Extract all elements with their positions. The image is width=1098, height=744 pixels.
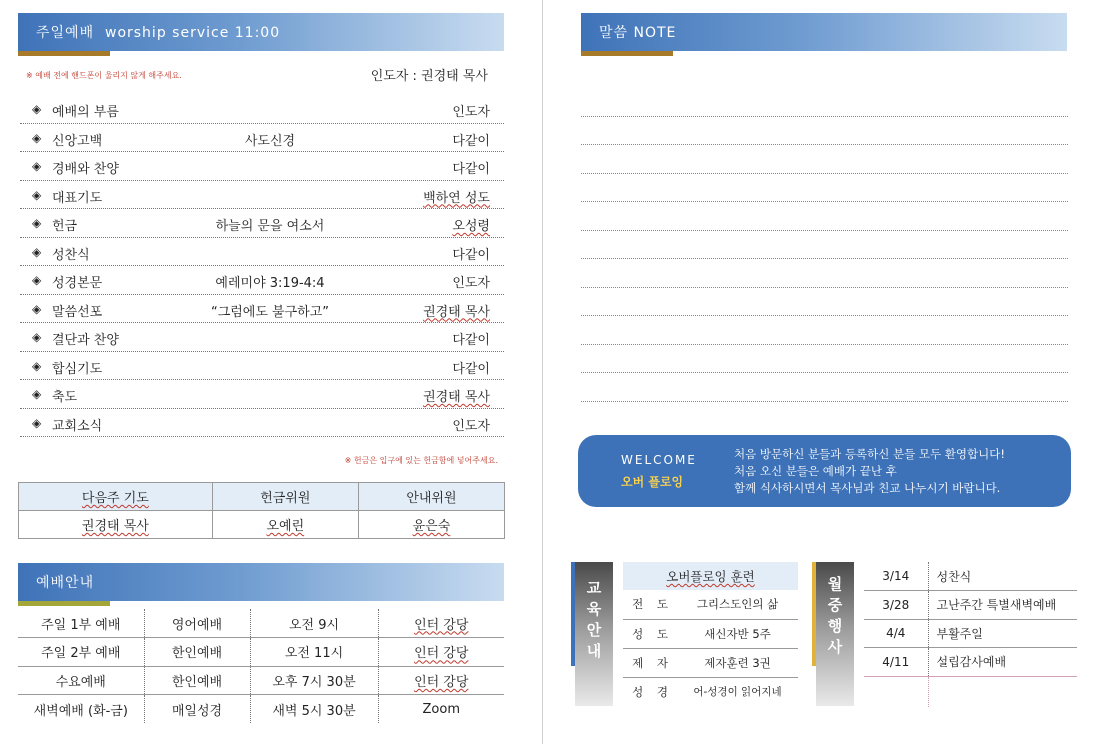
note-line	[581, 315, 1068, 316]
worship-guide-table	[18, 609, 504, 723]
worship-place	[378, 638, 504, 667]
role-value-text: 윤은숙	[412, 519, 451, 534]
diamond-bullet-icon: ◈	[32, 130, 42, 145]
order-person: 백하연 성도	[423, 190, 490, 206]
order-of-service	[20, 95, 504, 437]
education-label-char: 교	[586, 579, 602, 597]
order-item: 말씀선포	[52, 304, 103, 320]
diamond-bullet-icon: ◈	[32, 358, 42, 373]
education-course: 그리스도인의 삶	[677, 590, 798, 619]
education-table	[623, 562, 798, 706]
note-line	[581, 287, 1068, 288]
worship-time: 새벽 5시 30분	[250, 695, 378, 724]
order-item: 축도	[52, 390, 78, 405]
events-label-char: 행	[827, 617, 843, 635]
order-row	[20, 380, 504, 409]
education-row	[623, 619, 798, 648]
worship-guide-title: 예배안내	[36, 575, 95, 591]
education-row	[623, 648, 798, 677]
welcome-heading: WELCOME	[621, 453, 697, 467]
education-group: 제 자	[623, 648, 677, 677]
monthly-events-label	[816, 562, 854, 706]
order-person: 다같이	[452, 133, 490, 149]
worship-time: 오후 7시 30분	[250, 666, 378, 695]
worship-place-text: 인터 강당	[414, 646, 469, 662]
diamond-bullet-icon: ◈	[32, 387, 42, 401]
order-person: 인도자	[452, 105, 490, 120]
order-person: 다같이	[452, 333, 490, 348]
event-name-empty	[928, 676, 1077, 707]
event-date: 4/4	[864, 619, 928, 648]
order-item: 대표기도	[52, 190, 103, 206]
diamond-bullet-icon: ◈	[32, 244, 42, 259]
education-group: 성 도	[623, 619, 677, 648]
education-label-char: 내	[586, 642, 602, 660]
worship-name: 주일 2부 예배	[18, 638, 144, 667]
worship-type: 매일성경	[144, 695, 250, 724]
worship-row	[18, 695, 504, 724]
order-item: 헌금	[52, 219, 78, 234]
order-row	[20, 95, 504, 124]
education-title-cell	[623, 562, 798, 590]
role-value-text: 오예린	[266, 519, 305, 534]
education-course: 어-성경이 읽어지네	[693, 686, 782, 699]
worship-name: 새벽예배 (화-금)	[33, 703, 128, 719]
monthly-events-table	[864, 562, 1077, 707]
diamond-bullet-icon: ◈	[32, 102, 42, 116]
education-label-char: 육	[586, 600, 602, 618]
diamond-bullet-icon: ◈	[32, 159, 42, 173]
education-row	[623, 590, 798, 619]
education-course: 새신자반 5주	[677, 619, 798, 648]
note-line	[581, 230, 1068, 231]
order-detail: 하늘의 문을 여소서	[215, 219, 325, 234]
order-row	[20, 266, 504, 295]
worship-type: 한인예배	[144, 666, 250, 695]
worship-row	[18, 609, 504, 638]
order-person: 인도자	[452, 418, 490, 434]
event-name: 부활주일	[928, 619, 1077, 648]
event-date: 3/28	[864, 591, 928, 620]
event-row-empty	[864, 676, 1077, 707]
role-value	[212, 511, 358, 539]
order-detail: 예레미야 3:19-4:4	[215, 276, 325, 291]
order-detail: 사도신경	[244, 133, 296, 149]
title-accent-tab	[18, 51, 110, 56]
event-name: 설립감사예배	[928, 648, 1077, 677]
event-row	[864, 648, 1077, 677]
title-accent-tab	[18, 601, 110, 606]
next-week-roles-table	[18, 482, 505, 539]
worship-time: 오전 11시	[250, 638, 378, 667]
sunday-service-title: 주일예배 worship service 11:00	[36, 25, 281, 41]
order-person: 인도자	[452, 276, 490, 291]
event-name: 고난주간 특별새벽예배	[928, 591, 1077, 620]
page-fold-divider	[542, 0, 543, 744]
note-line	[581, 173, 1068, 174]
worship-name: 주일 1부 예배	[18, 609, 144, 638]
title-accent-tab	[581, 51, 673, 56]
event-row	[864, 619, 1077, 648]
phone-notice: ※ 예배 전에 핸드폰이 울리지 않게 해주세요.	[26, 71, 182, 80]
order-person: 권경태 목사	[423, 304, 490, 320]
event-date-empty	[864, 676, 928, 707]
education-label-char: 안	[586, 621, 602, 639]
role-header-text: 다음주 기도	[81, 491, 149, 506]
order-row	[20, 152, 504, 181]
events-label-char: 사	[827, 638, 843, 656]
worship-place: Zoom	[378, 695, 504, 724]
order-item: 합심기도	[52, 361, 103, 377]
order-person: 권경태 목사	[423, 390, 490, 405]
worship-type: 영어예배	[144, 609, 250, 638]
order-row	[20, 295, 504, 324]
order-item: 성찬식	[52, 247, 90, 263]
diamond-bullet-icon: ◈	[32, 415, 42, 430]
order-row	[20, 323, 504, 352]
education-label	[575, 562, 613, 706]
sunday-service-title-bar	[18, 13, 504, 51]
worship-place-text: 인터 강당	[414, 617, 469, 633]
worship-row	[18, 638, 504, 667]
role-value-text: 권경태 목사	[81, 519, 149, 534]
education-group: 전 도	[623, 590, 677, 619]
role-value	[358, 511, 504, 539]
order-person: 오성령	[452, 219, 490, 234]
note-line	[581, 401, 1068, 402]
welcome-line: 처음 방문하신 분들과 등록하신 분들 모두 환영합니다!	[734, 447, 1005, 461]
event-row	[864, 591, 1077, 620]
order-item: 교회소식	[52, 418, 103, 434]
note-line	[581, 258, 1068, 259]
education-title: 오버플로잉 훈련	[666, 569, 755, 584]
order-row	[20, 238, 504, 267]
role-header: 안내위원	[358, 483, 504, 511]
note-line	[581, 372, 1068, 373]
order-item: 경배와 찬양	[52, 162, 119, 177]
worship-row	[18, 666, 504, 695]
service-leader: 인도자 : 권경태 목사	[370, 69, 488, 84]
diamond-bullet-icon: ◈	[32, 216, 42, 230]
welcome-subheading: 오버 플로잉	[621, 475, 684, 489]
order-item: 성경본문	[52, 276, 103, 291]
role-header	[19, 483, 213, 511]
worship-name: 수요예배	[18, 666, 144, 695]
worship-type: 한인예배	[144, 638, 250, 667]
diamond-bullet-icon: ◈	[32, 330, 42, 344]
order-detail: “그럼에도 불구하고”	[210, 304, 330, 320]
event-name: 성찬식	[928, 562, 1077, 591]
events-label-char: 월	[827, 575, 843, 593]
worship-place	[378, 666, 504, 695]
education-course: 제자훈련 3권	[677, 648, 798, 677]
diamond-bullet-icon: ◈	[32, 187, 42, 202]
worship-place-text: 인터 강당	[414, 674, 469, 690]
note-line	[581, 144, 1068, 145]
order-row	[20, 209, 504, 238]
order-person: 다같이	[452, 361, 490, 377]
worship-guide-title-bar	[18, 563, 504, 601]
education-row	[623, 677, 798, 706]
order-item: 결단과 찬양	[52, 333, 119, 348]
order-row	[20, 124, 504, 153]
welcome-line: 함께 식사하시면서 목사님과 친교 나누시기 바랍니다.	[734, 481, 1001, 495]
order-person: 다같이	[452, 162, 490, 177]
event-row	[864, 562, 1077, 591]
role-value	[19, 511, 213, 539]
note-line	[581, 344, 1068, 345]
worship-time: 오전 9시	[250, 609, 378, 638]
sermon-note-title: 말씀 NOTE	[599, 25, 677, 41]
order-row	[20, 352, 504, 381]
welcome-line: 처음 오신 분들은 예배가 끝난 후	[734, 464, 897, 478]
offering-notice: ※ 헌금은 입구에 있는 헌금함에 넣어주세요.	[344, 456, 498, 465]
note-line	[581, 201, 1068, 202]
order-item: 예배의 부름	[52, 105, 119, 120]
note-line	[581, 116, 1068, 117]
order-person: 다같이	[452, 247, 490, 263]
welcome-message	[734, 446, 1005, 497]
order-row	[20, 181, 504, 210]
event-date: 3/14	[864, 562, 928, 591]
diamond-bullet-icon: ◈	[32, 301, 42, 316]
welcome-box	[578, 435, 1071, 507]
role-header: 헌금위원	[212, 483, 358, 511]
sermon-note-title-bar	[581, 13, 1067, 51]
order-item: 신앙고백	[52, 133, 103, 149]
event-date: 4/11	[864, 648, 928, 677]
worship-place	[378, 609, 504, 638]
order-row	[20, 409, 504, 438]
diamond-bullet-icon: ◈	[32, 273, 42, 287]
events-label-char: 중	[827, 596, 843, 614]
education-group: 성 경	[632, 684, 673, 699]
